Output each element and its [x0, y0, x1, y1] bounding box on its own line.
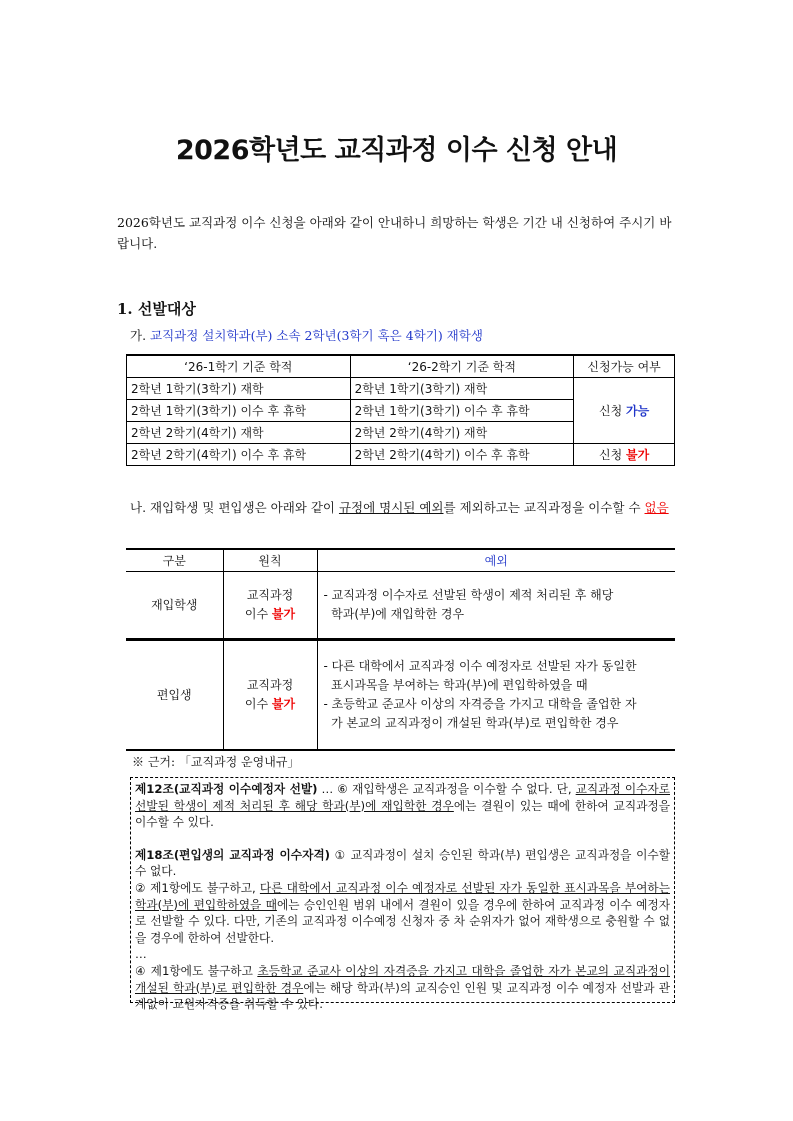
possible-prefix: 신청 [598, 404, 626, 418]
table-header: ‘26-2학기 기준 학적 [350, 355, 574, 378]
article-18-clause-4-underlined: 초등학교 준교사 이상의 자격증을 가지고 대학을 졸업한 자가 본교의 교직과정이 개설된 학과(부)로 편입학한 경우 [135, 963, 670, 995]
sub-item-a-text: 교직과정 설치학과(부) 소속 2학년(3학기 혹은 4학기) 재학생 [150, 328, 483, 343]
table-header: ‘26-1학기 기준 학적 [127, 355, 351, 378]
article-18-2 [135, 880, 670, 946]
regulation-box [130, 777, 675, 1012]
category-cell: 편입생 [126, 640, 223, 751]
basis-note: ※ 근거: 「교직과정 운영내규」 [132, 755, 300, 769]
exception-line: 학과(부)에 재입학한 경우 [323, 607, 465, 621]
rule-red: 불가 [271, 697, 296, 711]
page-title: 2026학년도 교직과정 이수 신청 안내 [175, 135, 618, 166]
exception-line: - 다른 대학에서 교직과정 이수 예정자로 선발된 자가 동일한 [323, 659, 637, 673]
possible-word: 가능 [625, 404, 650, 418]
rule-line: 교직과정 [246, 678, 294, 692]
table-row [126, 640, 675, 751]
article-12 [135, 781, 670, 831]
table-row [127, 378, 675, 400]
table-cell: 2학년 1학기(3학기) 재학 [350, 378, 574, 400]
table-cell: 2학년 2학기(4학기) 재학 [350, 422, 574, 444]
exception-table [126, 548, 675, 751]
table-header: 신청가능 여부 [574, 355, 675, 378]
table-row [127, 444, 675, 466]
impossible-word: 불가 [625, 448, 650, 462]
article-18-clause-2-start: ② 제1항에도 불구하고, [135, 880, 260, 895]
eligibility-table [126, 354, 675, 466]
article-18-1 [135, 847, 670, 880]
article-18-clause-4-end: 에는 해당 학과(부)의 교직승인 인원 및 교직과정 이수 예정자 선발과 관계없이 교원자격증을 취득할 수 있다. [135, 980, 670, 1012]
rule-prefix: 이수 [244, 697, 272, 711]
possible-cell [574, 378, 675, 444]
ellipsis-line: … [135, 947, 147, 962]
table-cell: 2학년 2학기(4학기) 이수 후 휴학 [350, 444, 574, 466]
article-12-text: … ⑥ 재입학생은 교직과정을 이수할 수 없다. 단, [317, 782, 576, 796]
sub-item-b-prefix: 나. 재입학생 및 편입생은 아래와 같이 [130, 500, 339, 515]
sub-item-b-red: 없음 [644, 500, 669, 515]
table-header-row [126, 549, 675, 572]
article-18-4 [135, 963, 670, 1013]
rule-line: 교직과정 [246, 588, 294, 602]
rule-prefix: 이수 [244, 607, 272, 621]
intro-paragraph: 2026학년도 교직과정 이수 신청을 아래와 같이 안내하니 희망하는 학생은 기간 내 신청하여 주시기 바랍니다. [117, 215, 672, 251]
table-cell: 2학년 2학기(4학기) 재학 [127, 422, 351, 444]
exception-line: - 초등학교 준교사 이상의 자격증을 가지고 대학을 졸업한 자 [323, 697, 637, 711]
exception-line: - 교직과정 이수자로 선발된 학생이 제적 처리된 후 해당 [323, 588, 614, 602]
article-12-text-end: 에는 결원이 있는 때에 한하여 교직과정을 이수할 수 있다. [135, 798, 670, 830]
exception-cell [317, 640, 675, 751]
table-row [126, 572, 675, 640]
table-cell: 2학년 1학기(3학기) 이수 후 휴학 [127, 400, 351, 422]
section-heading: 1. 선발대상 [117, 300, 196, 318]
sub-item-a [130, 326, 483, 344]
rule-line [225, 605, 316, 624]
table-cell: 2학년 2학기(4학기) 이수 후 휴학 [127, 444, 351, 466]
article-18-clause-2-underlined: 다른 대학에서 교직과정 이수 예정자로 선발된 자가 동일한 표시과목을 부여하는 학과(부)에 편입학하였을 때 [135, 880, 670, 912]
rule-line [225, 695, 316, 714]
exception-line: 표시과목을 부여하는 학과(부)에 편입학하였을 때 [323, 678, 588, 692]
article-18-clause-1: ① 교직과정이 설치 승인된 학과(부) 편입생은 교직과정을 이수할 수 없다. [135, 847, 670, 879]
sub-item-b [130, 497, 678, 518]
exception-line: 가 본교의 교직과정이 개설된 학과(부)로 편입학한 경우 [323, 716, 619, 730]
article-18-clause-4-start: ④ 제1항에도 불구하고 [135, 963, 258, 978]
table-header: 구분 [126, 549, 223, 572]
impossible-prefix: 신청 [598, 448, 626, 462]
table-cell: 2학년 1학기(3학기) 재학 [127, 378, 351, 400]
sub-item-b-middle: 를 제외하고는 교직과정을 이수할 수 [443, 500, 645, 515]
sub-item-b-underlined: 규정에 명시된 예외 [338, 500, 444, 515]
exception-cell [317, 572, 675, 640]
article-12-title: 제12조(교직과정 이수예정자 선발) [135, 782, 318, 796]
category-cell: 재입학생 [126, 572, 223, 640]
table-header: 원칙 [223, 549, 317, 572]
table-cell: 2학년 1학기(3학기) 이수 후 휴학 [350, 400, 574, 422]
article-18-title: 제18조(편입생의 교직과정 이수자격) [135, 847, 331, 862]
article-12-underlined: 교직과정 이수자로 선발된 학생이 제적 처리된 후 해당 학과(부)에 재입학한 경우 [135, 782, 670, 813]
rule-red: 불가 [271, 607, 296, 621]
impossible-cell [574, 444, 675, 466]
table-header: 예외 [317, 549, 675, 572]
article-18-clause-2-end: 에는 승인인원 범위 내에서 결원이 있을 경우에 한하여 교직과정 이수 예정자로 선발할 수 있다. 다만, 기존의 교직과정 이수예정 신청자 중 차 순위자가 없어 재학생으로 충원할 수 없을 경우에 한하여 선발한다. [135, 897, 670, 945]
table-header-row [127, 355, 675, 378]
sub-item-a-prefix: 가. [130, 328, 151, 343]
rule-cell [223, 640, 317, 751]
rule-cell [223, 572, 317, 640]
